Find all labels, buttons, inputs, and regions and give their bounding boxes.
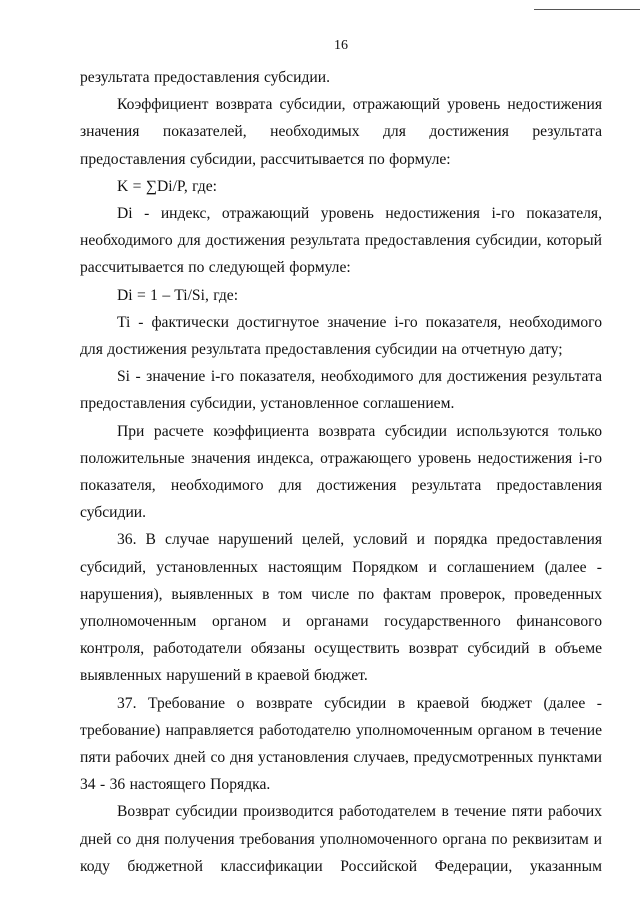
paragraph-return-coefficient: Коэффициент возврата субсидии, отражающий уровень недостижения значения показателей, необходимых для достижения результата предоставления субсидии, рассчитывается по формуле: [80, 96, 602, 168]
corner-rule [534, 9, 640, 10]
paragraph-refund-procedure: Возврат субсидии производится работодателем в течение пяти рабочих дней со дня получения требования уполномоченного органа по реквизитам и коду бюджетной классификации Российской Федерации, указанным [80, 803, 602, 875]
formula-di: Di = 1 – Ti/Si, где: [117, 286, 239, 304]
paragraph-clause-37: 37. Требование о возврате субсидии в краевой бюджет (далее - требование) направляется работодателю уполномоченным органом в течение пяти рабочих дней со дня установления случаев, предусмотренных пунктами 34 - 36 настоящего Порядка. [80, 694, 602, 794]
page-number: 16 [334, 38, 348, 53]
formula-k: K = ∑Di/P, где: [117, 177, 217, 195]
paragraph-positive-index: При расчете коэффициента возврата субсидии используются только положительные значения индекса, отражающего уровень недостижения i-го показателя, необходимого для достижения результата предоставления субсидии. [80, 422, 602, 522]
paragraph-continuation: результата предоставления субсидии. [80, 69, 330, 86]
paragraph-clause-36: 36. В случае нарушений целей, условий и порядка предоставления субсидий, установленных настоящим Порядком и соглашением (далее - нарушения), выявленных в том числе по фактам проверок, проведенных уполномоченным органом и органами государственного финансового контроля, работодатели обязаны осуществить возврат субсидий в объеме выявленных нарушений в краевой бюджет. [80, 531, 602, 685]
document-body [80, 64, 602, 880]
paragraph-ti-definition: Ti - фактически достигнутое значение i-го показателя, необходимого для достижения результата предоставления субсидии на отчетную дату; [80, 313, 602, 359]
paragraph-di-definition: Di - индекс, отражающий уровень недостижения i-го показателя, необходимого для достижения результата предоставления субсидии, который рассчитывается по следующей формуле: [80, 205, 602, 277]
paragraph-si-definition: Si - значение i-го показателя, необходимого для достижения результата предоставления субсидии, установленное соглашением. [80, 368, 602, 413]
